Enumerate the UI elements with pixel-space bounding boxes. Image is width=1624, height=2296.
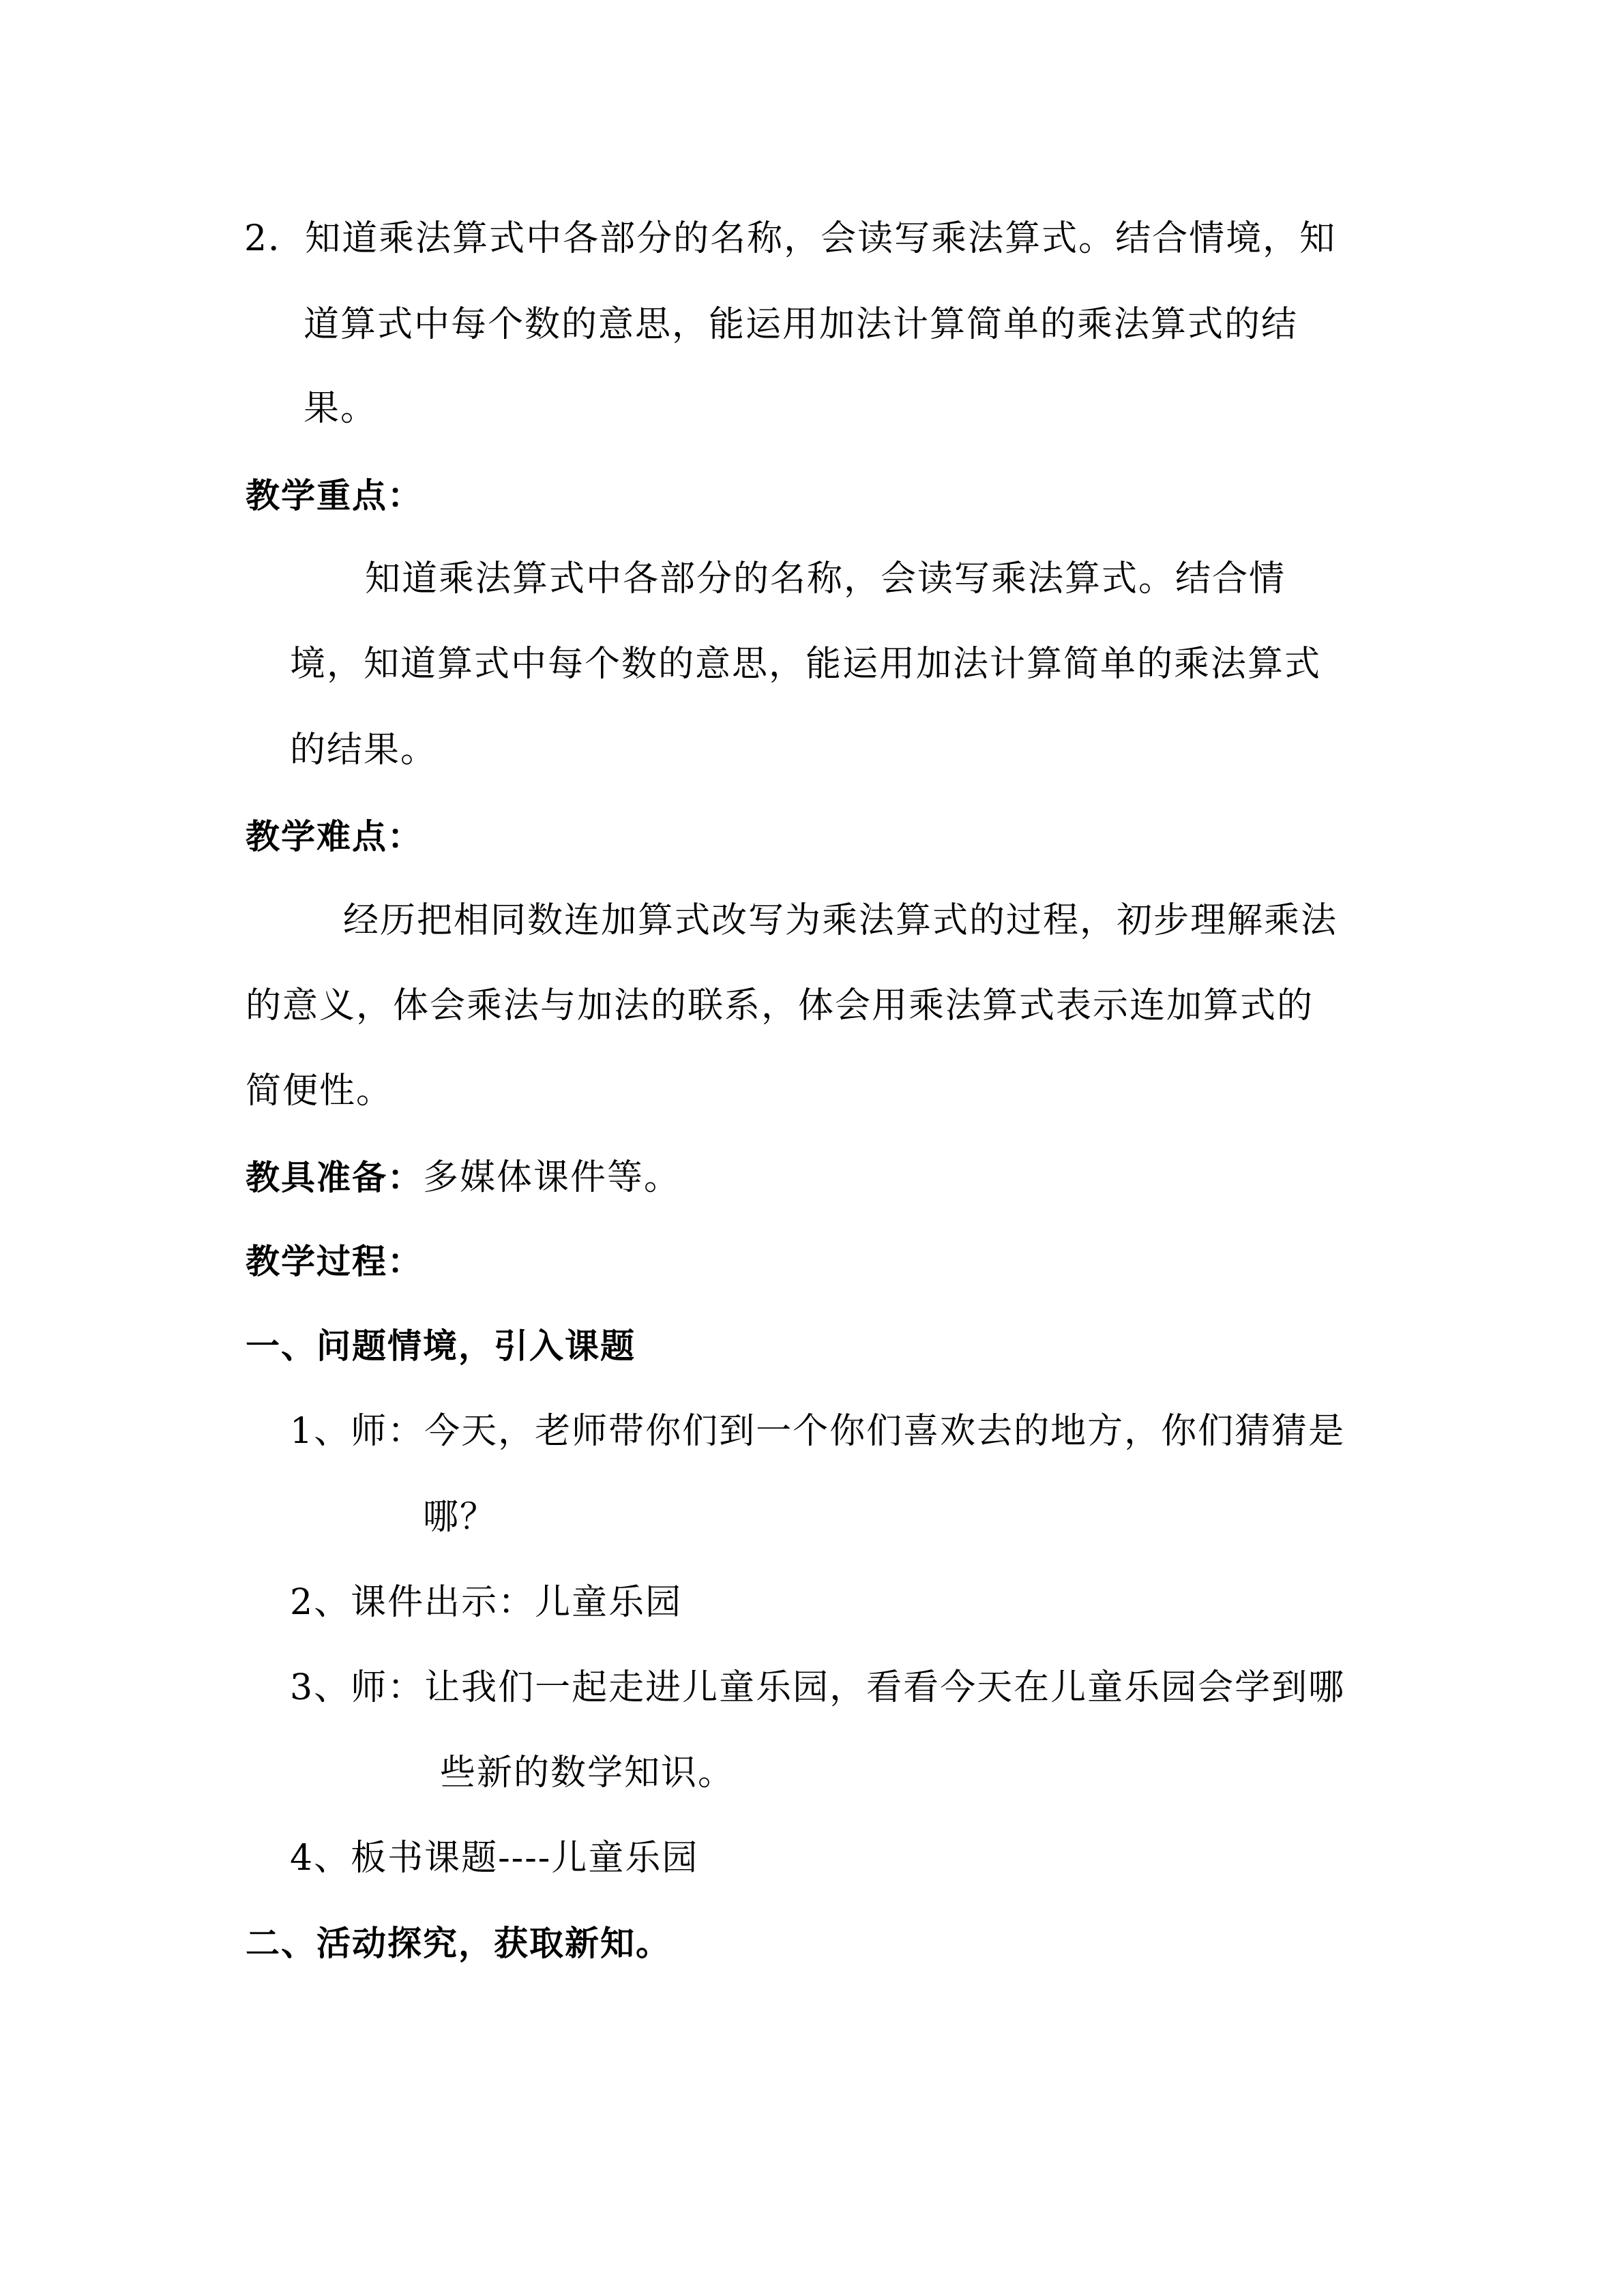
key-point-line-2: 境，知道算式中每个数的意思，能运用加法计算简单的乘法算式 [290,644,1322,685]
section-1-item-1-line-2: 哪？ [423,1497,497,1538]
key-point-line-1: 知道乘法算式中各部分的名称，会读写乘法算式。结合情 [365,558,1286,599]
section-1-item-2: 2、课件出示：儿童乐园 [290,1582,683,1623]
difficulty-line-1: 经历把相同数连加算式改写为乘法算式的过程，初步理解乘法 [343,900,1338,941]
materials-line [246,1156,681,1199]
objective-2-line-3: 果。 [304,388,378,429]
key-point-line-3: 的结果。 [290,730,438,771]
section-1-item-1-line-1: 1、师：今天，老师带你们到一个你们喜欢去的地方，你们猜猜是 [290,1411,1346,1452]
objective-2-line-1: 2．知道乘法算式中各部分的名称，会读写乘法算式。结合情境，知 [244,218,1337,259]
materials-text: 多媒体课件等。 [423,1157,681,1198]
section-1-heading: 一、问题情境，引入课题 [246,1326,636,1366]
difficulty-heading: 教学难点： [246,817,423,856]
process-heading: 教学过程： [246,1242,423,1281]
key-point-heading: 教学重点： [246,476,423,516]
section-1-item-3-line-1: 3、师：让我们一起走进儿童乐园，看看今天在儿童乐园会学到哪 [290,1667,1346,1708]
difficulty-line-2: 的意义，体会乘法与加法的联系，体会用乘法算式表示连加算式的 [246,985,1314,1026]
materials-heading: 教具准备： [246,1158,423,1197]
section-1-item-3-line-2: 些新的数学知识。 [440,1753,735,1793]
objective-2-line-2: 道算式中每个数的意思，能运用加法计算简单的乘法算式的结 [304,304,1299,345]
section-2-heading: 二、活动探究，获取新知。 [246,1924,671,1963]
difficulty-line-3: 简便性。 [246,1071,394,1112]
section-1-item-4: 4、板书课题----儿童乐园 [290,1838,699,1879]
